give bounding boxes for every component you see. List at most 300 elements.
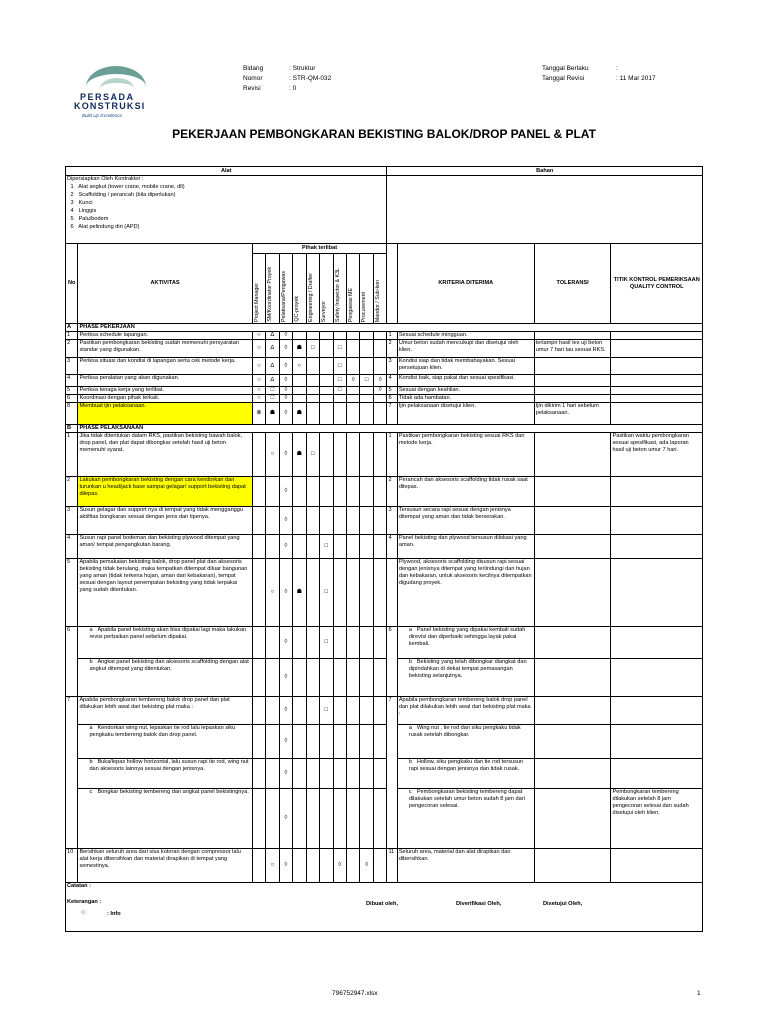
involvement-mark [373, 433, 387, 477]
info-legend: : Info [107, 910, 121, 917]
revisi-value: : 0 [289, 85, 297, 92]
tgl-berlaku-value: : [616, 65, 618, 72]
involvement-mark [333, 559, 346, 627]
involvement-mark [306, 849, 319, 883]
involvement-mark [320, 395, 333, 403]
involvement-mark [346, 559, 359, 627]
involvement-mark [320, 849, 333, 883]
criteria-number: 4 [387, 535, 397, 559]
tolerance-text [534, 433, 611, 477]
involvement-mark [306, 375, 319, 387]
criteria-text: b Bekisting yang telah dibongkar diangkat dan dipindahkan di dekat tempat pemasangan bekisting selanjutnya. [397, 659, 534, 697]
involvement-mark: ○ [252, 395, 265, 403]
involvement-mark: □ [333, 375, 346, 387]
involvement-mark [346, 789, 359, 849]
criteria-text: Kondisi siap dan tidak membahayakan. Sesuai persetujuan klien. [397, 358, 534, 375]
involvement-mark [360, 559, 373, 627]
involvement-mark [306, 659, 319, 697]
criteria-text: a Panel bekisting yang dipakai kembali sudah direvisi dan diperbaiki sehingga layak pakai kembali. [397, 627, 534, 659]
involvement-mark: ○ [252, 387, 265, 395]
involvement-mark: ☗ [293, 340, 306, 358]
role-header [279, 254, 292, 324]
involvement-mark [373, 403, 387, 425]
criteria-text: Seluruh area, material dan alat dirapikan dan dibersihkan. [397, 849, 534, 883]
doc-meta-right [542, 64, 656, 84]
involvement-mark: □ [360, 375, 373, 387]
role-label: Mandor / Sub-kon [374, 279, 381, 322]
control-point-text [611, 358, 703, 375]
involvement-mark [360, 759, 373, 789]
involvement-mark [252, 697, 265, 725]
involvement-mark: ◊ [279, 395, 292, 403]
involvement-mark [266, 697, 279, 725]
involvement-mark [346, 387, 359, 395]
involvement-mark [346, 332, 359, 340]
row-number: 6 [66, 627, 78, 697]
criteria-text: Apabila pembongkaran tembereng balok drop panel dan plat dilakukan lebih awal dari bekisting plat maka : [397, 697, 534, 725]
activity-text: a Kendorkan wing nut, lepaskan tie rod lalu lepaskan siku pengkaku tembereng balok dan drop panel. [78, 725, 252, 759]
involvement-mark [293, 627, 306, 659]
involvement-mark: ◊ [333, 849, 346, 883]
activity-text: Periksa schedule lapangan. [78, 332, 252, 340]
logo-name-2: KONSTRUKSI [74, 101, 146, 111]
involvement-mark [360, 477, 373, 507]
involvement-mark [293, 697, 306, 725]
activity-text: Apabila pemakaian bekisting balok, drop panel plat dan aksesoris bekisting tidak berulang, maka tempatkan ditempat diluar bangunan yang aman (tidak terkena hujan, aman dari kebakaran), tempat sesuai dengan layout penempatan bekisting yang tidak terpakai yang sudah ditentukan. [78, 559, 252, 627]
row-number: 6 [66, 395, 78, 403]
involvement-mark [293, 507, 306, 535]
involvement-mark: ○ [293, 358, 306, 375]
role-label: Safety Inspector & K3L [334, 267, 341, 322]
involvement-mark: ○ [266, 559, 279, 627]
alat-item: 1 Alat angkut (tower crane, mobile crane, dll) [70, 184, 185, 190]
involvement-mark [373, 559, 387, 627]
tolerance-text [534, 535, 611, 559]
activity-text: Periksa tenaga kerja yang terlibat. [78, 387, 252, 395]
criteria-number: 1 [387, 332, 397, 340]
revisi-label: Revisi [243, 85, 261, 92]
involvement-mark: ◊ [346, 375, 359, 387]
involvement-mark [373, 659, 387, 697]
involvement-mark: ◊ [279, 759, 292, 789]
tolerance-text [534, 375, 611, 387]
row-number: 1 [66, 332, 78, 340]
involvement-mark: □ [266, 395, 279, 403]
row-number: 2 [66, 340, 78, 358]
tgl-berlaku-label: Tanggal Berlaku [542, 65, 589, 72]
involvement-mark [293, 849, 306, 883]
involvement-mark: ◊ [279, 697, 292, 725]
involvement-mark: ◊ [373, 387, 387, 395]
involvement-mark [346, 477, 359, 507]
role-header [333, 254, 346, 324]
involvement-mark [333, 759, 346, 789]
involvement-mark [346, 535, 359, 559]
involvement-mark: ◊ [279, 375, 292, 387]
role-header [320, 254, 333, 324]
criteria-number: 4 [387, 375, 397, 387]
involvement-mark: □ [266, 387, 279, 395]
activity-text: Susun rapi panel bodeman dan bekisting plywood ditempat yang aman/ tempat pengangkutan barang. [78, 535, 252, 559]
col-toleransi: TOLERANSI [534, 244, 611, 324]
work-procedure-table [65, 166, 703, 932]
involvement-mark [293, 395, 306, 403]
criteria-text: c Pembongkaran bekisting tembereng dapat dilakukan setelah umur beton sudah 8 jam dari pengecoran selesai. [397, 789, 534, 849]
involvement-mark: ◊ [373, 375, 387, 387]
involvement-mark [333, 332, 346, 340]
criteria-text: Pastikan pembongkaran bekisting sesuai RKS dan metode kerja. [397, 433, 534, 477]
involvement-mark [360, 697, 373, 725]
alat-item: 4 Linggis [70, 208, 97, 214]
activity-text: Jika tidak ditentukan dalam RKS, pastikan bekisting bawah balok, drop panel, dan plat dapat dibongkar setelah hasil uji beton memenuhi syarat. [78, 433, 252, 477]
tolerance-text [534, 507, 611, 535]
involvement-mark: ∆ [266, 375, 279, 387]
involvement-mark [373, 477, 387, 507]
involvement-mark [320, 375, 333, 387]
involvement-mark [333, 433, 346, 477]
page-title: PEKERJAAN PEMBONGKARAN BEKISTING BALOK/DROP PANEL & PLAT [172, 127, 596, 141]
criteria-number: 2 [387, 340, 397, 358]
phase-a-title: PHASE PEKERJAAN [78, 324, 703, 332]
involvement-mark [373, 849, 387, 883]
involvement-mark: ○ [252, 358, 265, 375]
tolerance-text [534, 332, 611, 340]
nomor-label: Nomor [243, 75, 263, 82]
involvement-mark [346, 627, 359, 659]
involvement-mark [346, 725, 359, 759]
involvement-mark [373, 789, 387, 849]
file-name: 796752947.xlsx [332, 990, 378, 997]
page-number: 1 [697, 990, 701, 997]
role-header [346, 254, 359, 324]
role-header [306, 254, 319, 324]
criteria-text: Tidak ada hambatan. [397, 395, 534, 403]
involvement-mark [360, 332, 373, 340]
col-titik-kontrol: TITIK KONTROL PEMERIKSAAN QUALITY CONTROL [611, 244, 703, 324]
dibuat-label: Dibuat oleh, [366, 900, 399, 907]
phase-b-label: B [66, 425, 78, 433]
role-header [266, 254, 279, 324]
involvement-mark [320, 332, 333, 340]
control-point-text [611, 627, 703, 659]
tolerance-text [534, 759, 611, 789]
involvement-mark [306, 477, 319, 507]
involvement-mark: ◊ [279, 387, 292, 395]
tolerance-text [534, 627, 611, 659]
involvement-mark [346, 507, 359, 535]
role-header [360, 254, 373, 324]
alat-item: 3 Kunci [70, 200, 93, 206]
criteria-text: Umur beton sudah mencukupi dan disetujui oleh klien. [397, 340, 534, 358]
involvement-mark [252, 725, 265, 759]
involvement-mark: ☗ [266, 403, 279, 425]
involvement-mark: ◊ [279, 477, 292, 507]
row-number: 8 [66, 403, 78, 425]
involvement-mark: ◊ [279, 535, 292, 559]
involvement-mark [373, 332, 387, 340]
involvement-mark [346, 697, 359, 725]
involvement-mark: ◊ [279, 340, 292, 358]
bahan-list [387, 176, 703, 244]
involvement-mark [252, 477, 265, 507]
row-number: 1 [66, 433, 78, 477]
involvement-mark [373, 358, 387, 375]
criteria-text: Ijin pelaksanaan disetujui klien. [397, 403, 534, 425]
involvement-mark: ○ [252, 340, 265, 358]
involvement-mark: □ [333, 387, 346, 395]
involvement-mark [306, 332, 319, 340]
col-blank [387, 244, 397, 324]
involvement-mark: □ [333, 340, 346, 358]
control-point-text: Pembongkaran tembereng dilakukan setelah 8 jam pengecoran selesai dan sudah disetujui oleh klien. [611, 789, 703, 849]
involvement-mark: ∆ [266, 340, 279, 358]
involvement-mark [306, 358, 319, 375]
control-point-text [611, 340, 703, 358]
involvement-mark [360, 395, 373, 403]
involvement-mark [320, 358, 333, 375]
involvement-mark [320, 387, 333, 395]
involvement-mark [320, 725, 333, 759]
involvement-mark [360, 403, 373, 425]
involvement-mark: ◊ [279, 659, 292, 697]
phase-a-label: A [66, 324, 78, 332]
row-number: 5 [66, 559, 78, 627]
involvement-mark [306, 507, 319, 535]
involvement-mark [346, 759, 359, 789]
involvement-mark [320, 340, 333, 358]
disetujui-label: Disetujui Oleh, [543, 900, 583, 907]
alat-item: 6 Alat pelindung diri (APD) [70, 224, 140, 230]
criteria-number [387, 559, 397, 627]
involvement-mark [252, 535, 265, 559]
criteria-number: 5 [387, 387, 397, 395]
activity-text: Koordinasi dengan pihak terkait. [78, 395, 252, 403]
involvement-mark [333, 659, 346, 697]
control-point-text [611, 507, 703, 535]
involvement-mark [346, 340, 359, 358]
tolerance-text [534, 477, 611, 507]
involvement-mark [293, 725, 306, 759]
logo-name-1: PERSADA [80, 92, 135, 102]
involvement-mark [333, 697, 346, 725]
tolerance-text [534, 358, 611, 375]
logo-tagline: Build Up Excellence [82, 113, 123, 118]
control-point-text: Pastikan waktu pembongkaran sesuai spesifikasi, ada laporan hasil uji beton umur 7 hari. [611, 433, 703, 477]
row-number: 10 [66, 849, 78, 883]
involvement-mark: □ [333, 358, 346, 375]
involvement-mark: ○ [266, 849, 279, 883]
involvement-mark [252, 507, 265, 535]
involvement-mark [373, 507, 387, 535]
row-number: 3 [66, 507, 78, 535]
involvement-mark [373, 725, 387, 759]
involvement-mark [333, 507, 346, 535]
involvement-mark [293, 535, 306, 559]
involvement-mark: ◊ [279, 358, 292, 375]
involvement-mark: ◊ [279, 332, 292, 340]
control-point-text [611, 375, 703, 387]
involvement-mark [293, 759, 306, 789]
control-point-text [611, 395, 703, 403]
involvement-mark [373, 340, 387, 358]
tolerance-text [534, 789, 611, 849]
criteria-text: Sesuai schedule mingguan. [397, 332, 534, 340]
involvement-mark: ∆ [266, 332, 279, 340]
involvement-mark [360, 358, 373, 375]
involvement-mark: □ [320, 559, 333, 627]
involvement-mark [346, 849, 359, 883]
involvement-mark [333, 403, 346, 425]
activity-text: Apabila pembongkaran tembereng balok drop panel dan plat dilakukan lebih awal dari bekisting plat maka : [78, 697, 252, 725]
col-aktivitas: AKTIVITAS [78, 244, 252, 324]
involvement-mark [346, 358, 359, 375]
control-point-text [611, 559, 703, 627]
involvement-mark [266, 507, 279, 535]
involvement-mark [373, 627, 387, 659]
criteria-text: Tersusun secara rapi sesuai dengan jenisnya ditempat yang aman dan tidak berserakan. [397, 507, 534, 535]
control-point-text [611, 403, 703, 425]
involvement-mark: ◊ [279, 849, 292, 883]
involvement-mark [360, 725, 373, 759]
alat-header: Alat [66, 167, 387, 176]
tolerance-text [534, 725, 611, 759]
criteria-text: Sesuai dengan keahlian. [397, 387, 534, 395]
control-point-text [611, 849, 703, 883]
involvement-mark: ◊ [279, 627, 292, 659]
criteria-number: 6 [387, 395, 397, 403]
control-point-text [611, 725, 703, 759]
role-label: Pelaksana/Pengawas [280, 271, 287, 322]
involvement-mark [346, 433, 359, 477]
involvement-mark: □ [320, 627, 333, 659]
criteria-text: a Wing nut , tie rod dan siku pengkaku tidak rusak setelah dibongkar. [397, 725, 534, 759]
diverifikasi-label: Diverifikasi Oleh, [456, 900, 502, 907]
involvement-mark [266, 659, 279, 697]
involvement-mark [320, 477, 333, 507]
row-number: 3 [66, 358, 78, 375]
criteria-text: b Hollow, siku pengkaku dan tie rod tersusun rapi sesuai dengan jenisnya dan tidak rusak. [397, 759, 534, 789]
control-point-text [611, 697, 703, 725]
role-label: Procurement [361, 291, 368, 322]
control-point-text [611, 477, 703, 507]
involvement-mark: □ [306, 433, 319, 477]
involvement-mark [346, 395, 359, 403]
involvement-mark [333, 789, 346, 849]
involvement-mark [306, 387, 319, 395]
involvement-mark: ∆ [266, 358, 279, 375]
activity-text: c Bongkar bekisting tembereng dan angkat panel bekistingnya. [78, 789, 252, 849]
involvement-mark [333, 477, 346, 507]
involvement-mark [293, 375, 306, 387]
involvement-mark [360, 627, 373, 659]
criteria-number: 3 [387, 507, 397, 535]
involvement-mark [306, 535, 319, 559]
involvement-mark [306, 559, 319, 627]
tolerance-text: terlampir hasil tes uji beton umur 7 hari tau sesuai RKS. [534, 340, 611, 358]
involvement-mark [320, 789, 333, 849]
tolerance-text [534, 387, 611, 395]
activity-text: Bersihkan seluruh area dari sisa kotoran dengan compressor lalu alat kerja dibersihkan dan material dirapikan di tempat yang semestinya. [78, 849, 252, 883]
involvement-mark: □ [320, 535, 333, 559]
involvement-mark [320, 433, 333, 477]
involvement-mark [320, 659, 333, 697]
involvement-mark [360, 387, 373, 395]
involvement-mark [266, 759, 279, 789]
tolerance-text: Ijin dikirim 1 hari sebelum pelaksanaan. [534, 403, 611, 425]
involvement-mark: ○ [266, 433, 279, 477]
involvement-mark: ☗ [293, 559, 306, 627]
control-point-text [611, 535, 703, 559]
involvement-mark [266, 725, 279, 759]
involvement-mark [252, 659, 265, 697]
col-no: No [66, 244, 78, 324]
involvement-mark [252, 759, 265, 789]
tolerance-text [534, 559, 611, 627]
activity-text: Susun gelagar dan support nya di tempat yang tidak mengganggu aktifitas bongkaran sesuai dengan jenis dan tipenya. [78, 507, 252, 535]
keterangan-label: Keterangan : [67, 898, 102, 905]
phase-b-title: PHASE PELAKSANAAN [78, 425, 703, 433]
criteria-number: 3 [387, 358, 397, 375]
activity-text: a Apabila panel bekisting akan bisa dipakai lagi maka lakukan revisi perbaikan panel sebelum dipakai. [78, 627, 252, 659]
involvement-mark [252, 627, 265, 659]
involvement-mark [360, 535, 373, 559]
alat-prepared: Dipersiapkan Oleh Kontraktor : [67, 176, 144, 182]
tolerance-text [534, 395, 611, 403]
tolerance-text [534, 697, 611, 725]
role-header [373, 254, 387, 324]
criteria-number: 7 [387, 403, 397, 425]
alat-list [66, 176, 387, 244]
involvement-mark: □ [320, 697, 333, 725]
tolerance-text [534, 659, 611, 697]
criteria-number: 6 [387, 627, 397, 697]
involvement-mark [252, 559, 265, 627]
involvement-mark [306, 627, 319, 659]
involvement-mark [360, 789, 373, 849]
role-label: Project Manager [253, 283, 260, 322]
involvement-mark [346, 659, 359, 697]
company-logo [70, 62, 170, 122]
col-pihak-terlibat: Pihak terlibat [252, 244, 387, 254]
involvement-mark [293, 789, 306, 849]
role-header [252, 254, 265, 324]
criteria-text: Perancah dan aksesoris scaffolding tidak rusak saat dilepas. [397, 477, 534, 507]
bidang-label: Bidang [243, 65, 264, 72]
signature-block [66, 897, 703, 932]
involvement-mark [293, 387, 306, 395]
involvement-mark [360, 340, 373, 358]
involvement-mark [320, 759, 333, 789]
involvement-mark: ◊ [279, 789, 292, 849]
control-point-text [611, 332, 703, 340]
involvement-mark [266, 477, 279, 507]
activity-text: b Angkat panel bekisting dan aksesoris scaffolding dengan alat angkut ditempat yang ditentukan. [78, 659, 252, 697]
involvement-mark [252, 849, 265, 883]
involvement-mark [306, 403, 319, 425]
bidang-value: : Struktur [289, 65, 316, 72]
involvement-mark: ◊ [279, 403, 292, 425]
activity-text: b Buka/lepas hollow horizontal, lalu susun rapi tie rod, wing nut dan aksesoris lainnya sesuai dengan jenisnya. [78, 759, 252, 789]
criteria-number: 1 [387, 433, 397, 477]
involvement-mark [306, 789, 319, 849]
criteria-number: 2 [387, 477, 397, 507]
control-point-text [611, 659, 703, 697]
col-kriteria: KRITERIA DITERIMA [397, 244, 534, 324]
involvement-mark [373, 697, 387, 725]
involvement-mark: ◊ [360, 849, 373, 883]
criteria-number: 11 [387, 849, 397, 883]
role-label: Surveyor [321, 300, 328, 322]
